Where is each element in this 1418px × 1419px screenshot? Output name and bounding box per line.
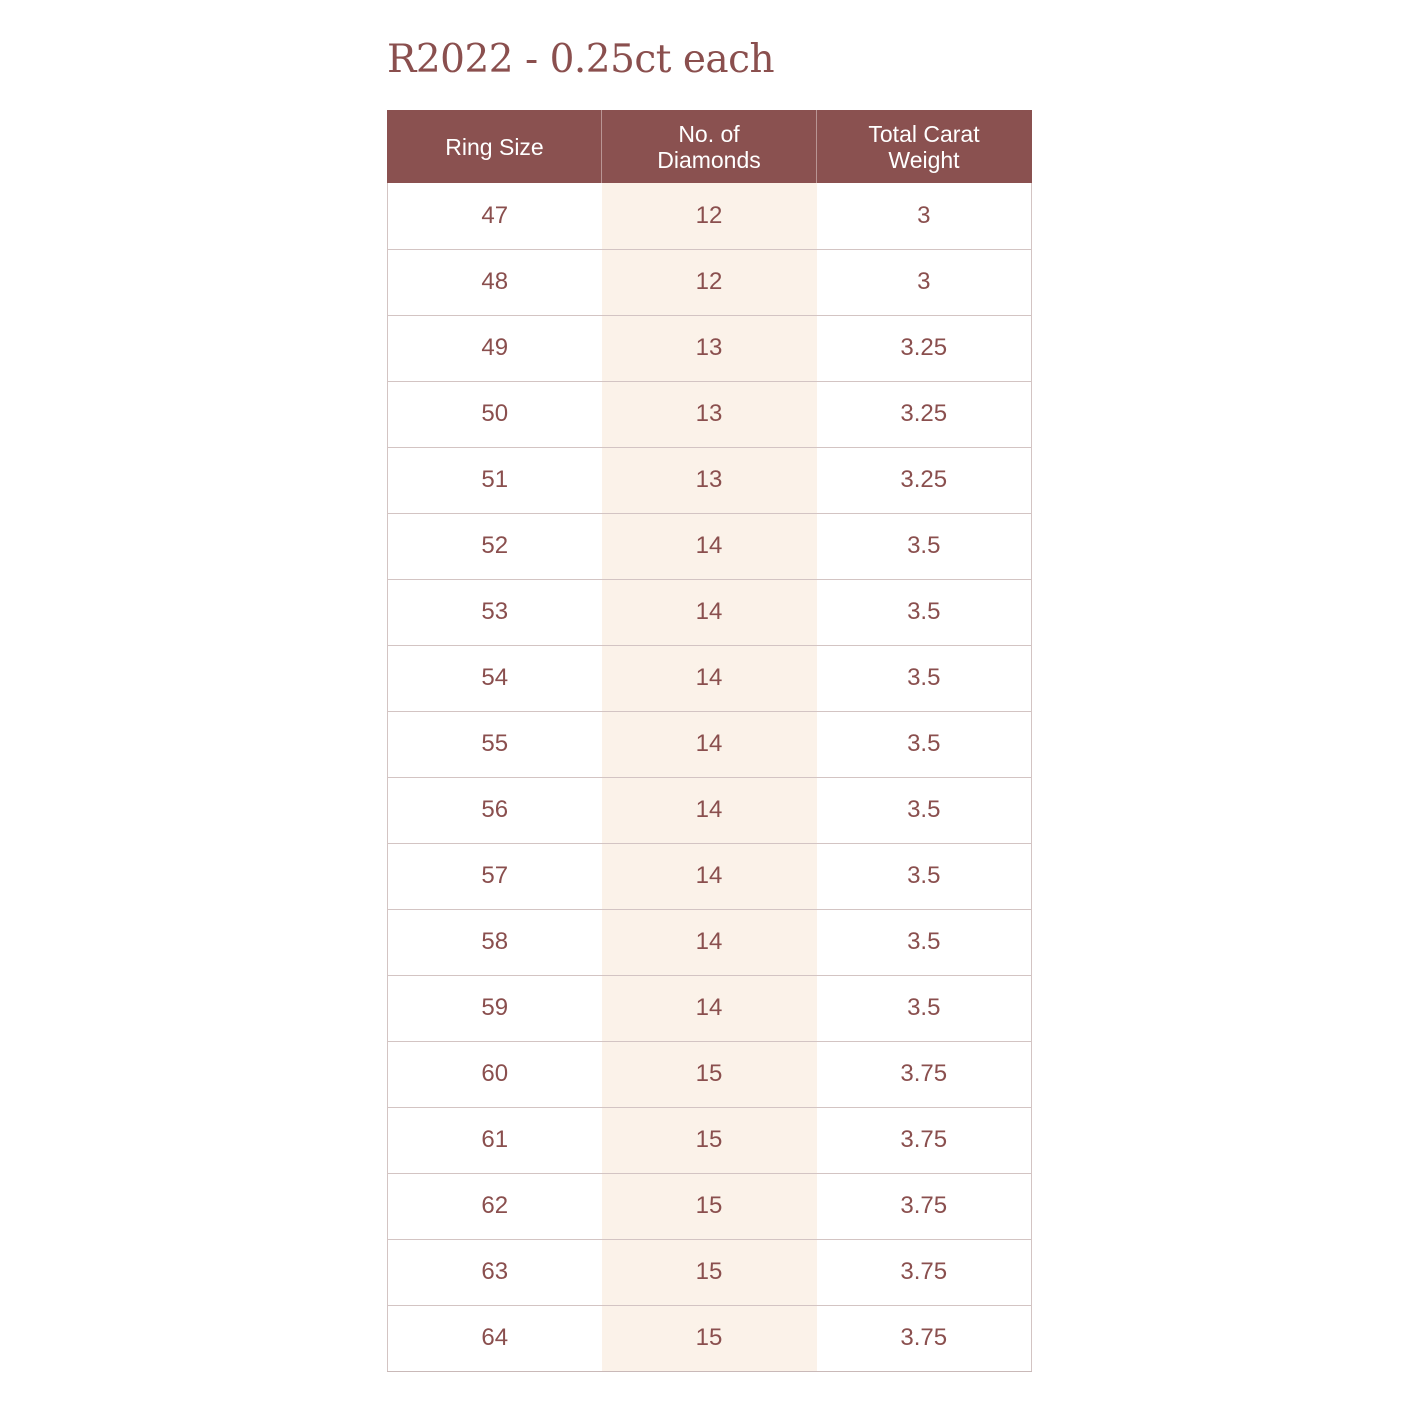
header-no-of-diamonds-line-2: Diamonds <box>657 146 761 173</box>
diamond-count-cell: 14 <box>602 711 817 777</box>
header-total-carat-weight-line-1: Total Carat <box>868 120 980 147</box>
ring-size-cell: 63 <box>388 1239 602 1305</box>
diamond-count-cell: 14 <box>602 975 817 1041</box>
table-header-row <box>388 110 1032 183</box>
total-carat-weight-cell: 3.25 <box>817 381 1032 447</box>
ring-size-cell: 64 <box>388 1305 602 1371</box>
table-body <box>388 183 1032 1371</box>
ring-size-cell: 59 <box>388 975 602 1041</box>
ring-size-cell: 53 <box>388 579 602 645</box>
ring-size-cell: 55 <box>388 711 602 777</box>
diamond-count-cell: 15 <box>602 1107 817 1173</box>
total-carat-weight-cell: 3.5 <box>817 975 1032 1041</box>
page-title: R2022 - 0.25ct each <box>387 37 775 82</box>
ring-size-cell: 51 <box>388 447 602 513</box>
total-carat-weight-cell: 3.25 <box>817 315 1032 381</box>
table-row <box>388 447 1032 513</box>
table-row <box>388 909 1032 975</box>
total-carat-weight-cell: 3 <box>817 249 1032 315</box>
ring-size-cell: 47 <box>388 183 602 249</box>
total-carat-weight-cell: 3.5 <box>817 843 1032 909</box>
header-ring-size-label: Ring Size <box>445 133 544 160</box>
ring-size-cell: 62 <box>388 1173 602 1239</box>
ring-size-cell: 54 <box>388 645 602 711</box>
diamond-count-cell: 14 <box>602 777 817 843</box>
total-carat-weight-cell: 3.5 <box>817 777 1032 843</box>
table-row <box>388 183 1032 249</box>
total-carat-weight-cell: 3.75 <box>817 1305 1032 1371</box>
table-row <box>388 843 1032 909</box>
diamond-count-cell: 15 <box>602 1173 817 1239</box>
header-total-carat-weight-line-2: Weight <box>888 146 960 173</box>
header-no-of-diamonds <box>602 110 817 183</box>
table-row <box>388 777 1032 843</box>
table-row <box>388 1041 1032 1107</box>
table-header <box>388 110 1032 183</box>
ring-size-cell: 60 <box>388 1041 602 1107</box>
total-carat-weight-cell: 3.5 <box>817 513 1032 579</box>
total-carat-weight-cell: 3.5 <box>817 645 1032 711</box>
diamond-count-cell: 15 <box>602 1239 817 1305</box>
diamond-count-cell: 14 <box>602 909 817 975</box>
ring-size-cell: 56 <box>388 777 602 843</box>
diamond-count-cell: 12 <box>602 183 817 249</box>
header-no-of-diamonds-line-1: No. of <box>678 120 740 147</box>
ring-size-cell: 52 <box>388 513 602 579</box>
table-row <box>388 315 1032 381</box>
total-carat-weight-cell: 3.25 <box>817 447 1032 513</box>
table-row <box>388 1239 1032 1305</box>
diamond-count-cell: 14 <box>602 579 817 645</box>
diamond-count-cell: 13 <box>602 381 817 447</box>
diamond-count-cell: 15 <box>602 1041 817 1107</box>
total-carat-weight-cell: 3.75 <box>817 1041 1032 1107</box>
header-ring-size <box>388 110 602 183</box>
ring-size-cell: 50 <box>388 381 602 447</box>
table-row <box>388 711 1032 777</box>
diamond-count-cell: 14 <box>602 513 817 579</box>
diamond-count-cell: 13 <box>602 447 817 513</box>
total-carat-weight-cell: 3.5 <box>817 711 1032 777</box>
table-row <box>388 579 1032 645</box>
table-row <box>388 1107 1032 1173</box>
ring-size-cell: 58 <box>388 909 602 975</box>
total-carat-weight-cell: 3.75 <box>817 1173 1032 1239</box>
table-row <box>388 645 1032 711</box>
table-row <box>388 975 1032 1041</box>
table-row <box>388 513 1032 579</box>
table-row <box>388 249 1032 315</box>
diamond-count-cell: 13 <box>602 315 817 381</box>
total-carat-weight-cell: 3.5 <box>817 909 1032 975</box>
diamond-count-cell: 15 <box>602 1305 817 1371</box>
total-carat-weight-cell: 3.75 <box>817 1239 1032 1305</box>
total-carat-weight-cell: 3 <box>817 183 1032 249</box>
ring-size-cell: 48 <box>388 249 602 315</box>
diamond-count-cell: 12 <box>602 249 817 315</box>
ring-size-cell: 61 <box>388 1107 602 1173</box>
ring-size-cell: 49 <box>388 315 602 381</box>
diamond-count-cell: 14 <box>602 843 817 909</box>
ring-size-cell: 57 <box>388 843 602 909</box>
table-row <box>388 1173 1032 1239</box>
total-carat-weight-cell: 3.75 <box>817 1107 1032 1173</box>
table-row <box>388 1305 1032 1371</box>
header-total-carat-weight <box>817 110 1032 183</box>
ring-size-table <box>387 110 1032 1372</box>
diamond-count-cell: 14 <box>602 645 817 711</box>
total-carat-weight-cell: 3.5 <box>817 579 1032 645</box>
table-row <box>388 381 1032 447</box>
